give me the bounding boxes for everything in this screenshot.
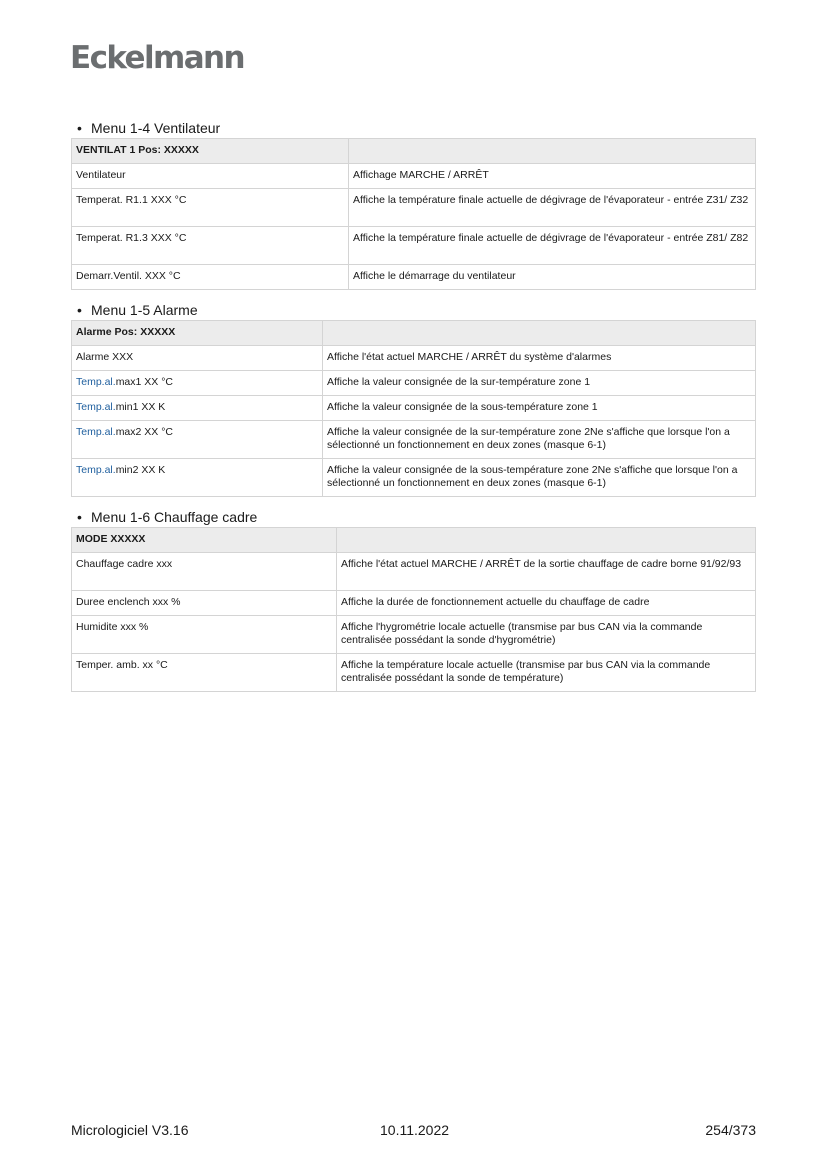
row-label: Ventilateur [72, 164, 349, 189]
section-menu-1-5 [71, 301, 755, 497]
table-row [72, 654, 756, 692]
header-cell: Alarme Pos: XXXXX [72, 321, 323, 346]
row-description: Affiche la température finale actuelle de dégivrage de l'évaporateur - entrée Z31/ Z32 [349, 189, 756, 227]
table-row [72, 346, 756, 371]
table-row [72, 591, 756, 616]
row-label: Temperat. R1.3 XXX °C [72, 227, 349, 265]
section-menu-1-6 [71, 508, 755, 692]
row-description: Affiche l'hygrométrie locale actuelle (transmise par bus CAN via la commande centralisée possédant la sonde d'hygrométrie) [337, 616, 756, 654]
row-label: Temp.al.max2 XX °C [72, 421, 323, 459]
footer-left: Micrologiciel V3.16 [71, 1122, 189, 1138]
row-description: Affiche la température finale actuelle de dégivrage de l'évaporateur - entrée Z81/ Z82 [349, 227, 756, 265]
row-label: Alarme XXX [72, 346, 323, 371]
row-label: Demarr.Ventil. XXX °C [72, 265, 349, 290]
temp-al-link[interactable]: Temp.al. [76, 401, 116, 413]
table-row [72, 553, 756, 591]
temp-al-link[interactable]: Temp.al. [76, 426, 116, 438]
eckelmann-logo: Eckelmann [70, 40, 244, 76]
menu-1-5-table [71, 320, 756, 497]
temp-al-link[interactable]: Temp.al. [76, 376, 116, 388]
row-label: Temp.al.max1 XX °C [72, 371, 323, 396]
table-header-row [72, 321, 756, 346]
row-description: Affichage MARCHE / ARRÊT [349, 164, 756, 189]
row-description: Affiche la valeur consignée de la sur-température zone 2Ne s'affiche que lorsque l'on a sélectionné un fonctionnement en deux zones (masque 6-1) [323, 421, 756, 459]
section-menu-1-4 [71, 119, 755, 290]
row-label: Humidite xxx % [72, 616, 337, 654]
row-label: Temp.al.min2 XX K [72, 459, 323, 497]
menu-1-6-table [71, 527, 756, 692]
section-title: • Menu 1-5 Alarme [77, 302, 198, 318]
row-description: Affiche la valeur consignée de la sur-température zone 1 [323, 371, 756, 396]
row-description: Affiche la température locale actuelle (transmise par bus CAN via la commande centralisée possédant la sonde de température) [337, 654, 756, 692]
temp-al-link[interactable]: Temp.al. [76, 464, 116, 476]
table-row [72, 189, 756, 227]
row-description: Affiche la valeur consignée de la sous-température zone 1 [323, 396, 756, 421]
row-label: Temperat. R1.1 XXX °C [72, 189, 349, 227]
footer-date: 10.11.2022 [380, 1122, 450, 1138]
table-row [72, 421, 756, 459]
row-description: Affiche la valeur consignée de la sous-température zone 2Ne s'affiche que lorsque l'on a sélectionné un fonctionnement en deux zones (masque 6-1) [323, 459, 756, 497]
row-description: Affiche l'état actuel MARCHE / ARRÊT du système d'alarmes [323, 346, 756, 371]
row-label: Duree enclench xxx % [72, 591, 337, 616]
row-label: Chauffage cadre xxx [72, 553, 337, 591]
table-row [72, 371, 756, 396]
table-header-row [72, 528, 756, 553]
table-row [72, 265, 756, 290]
header-cell: VENTILAT 1 Pos: XXXXX [72, 139, 349, 164]
table-row [72, 396, 756, 421]
menu-1-4-table [71, 138, 756, 290]
bullet-icon: • [77, 120, 82, 136]
row-description: Affiche la durée de fonctionnement actuelle du chauffage de cadre [337, 591, 756, 616]
header-cell: MODE XXXXX [72, 528, 337, 553]
table-header-row [72, 139, 756, 164]
bullet-icon: • [77, 302, 82, 318]
table-row [72, 459, 756, 497]
bullet-icon: • [77, 509, 82, 525]
section-title: • Menu 1-4 Ventilateur [77, 120, 221, 136]
footer-page-number: 254/373 [705, 1122, 756, 1138]
row-label: Temp.al.min1 XX K [72, 396, 323, 421]
table-row [72, 227, 756, 265]
table-row [72, 616, 756, 654]
section-title: • Menu 1-6 Chauffage cadre [77, 509, 258, 525]
row-description: Affiche le démarrage du ventilateur [349, 265, 756, 290]
row-label: Temper. amb. xx °C [72, 654, 337, 692]
table-row [72, 164, 756, 189]
row-description: Affiche l'état actuel MARCHE / ARRÊT de la sortie chauffage de cadre borne 91/92/93 [337, 553, 756, 591]
